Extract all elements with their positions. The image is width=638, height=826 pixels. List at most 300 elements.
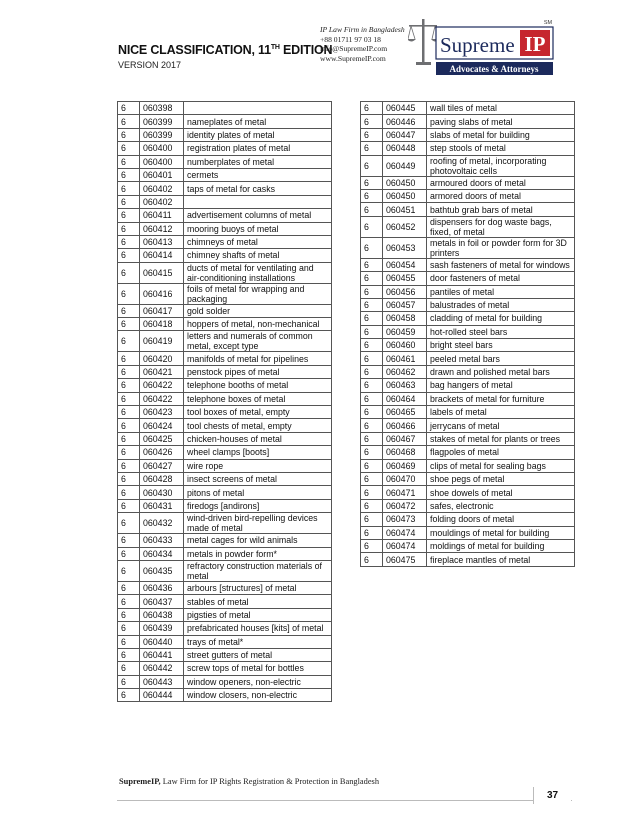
- class-number-cell: 6: [118, 581, 140, 594]
- table-row: [118, 689, 332, 702]
- table-row: [361, 365, 575, 378]
- class-number-cell: 6: [118, 142, 140, 155]
- goods-description-cell: tool boxes of metal, empty: [184, 406, 332, 419]
- basic-number-cell: 060420: [140, 352, 184, 365]
- basic-number-cell: 060456: [383, 285, 427, 298]
- title-prefix: NICE CLASSIFICATION, 11: [118, 43, 271, 57]
- table-row: [118, 195, 332, 208]
- table-row: [118, 662, 332, 675]
- goods-description-cell: fireplace mantles of metal: [427, 553, 575, 566]
- goods-description-cell: numberplates of metal: [184, 155, 332, 168]
- basic-number-cell: 060433: [140, 534, 184, 547]
- class-number-cell: 6: [118, 155, 140, 168]
- basic-number-cell: 060434: [140, 547, 184, 560]
- table-row: [118, 392, 332, 405]
- table-row: [361, 115, 575, 128]
- class-number-cell: 6: [118, 283, 140, 304]
- table-row: [118, 235, 332, 248]
- class-number-cell: 6: [361, 325, 383, 338]
- table-row: [361, 216, 575, 237]
- table-row: [361, 499, 575, 512]
- class-number-cell: 6: [118, 560, 140, 581]
- goods-description-cell: [184, 195, 332, 208]
- table-row: [361, 285, 575, 298]
- goods-description-cell: jerrycans of metal: [427, 419, 575, 432]
- logo-mark: SM: [543, 20, 553, 26]
- left-table-body: [118, 102, 332, 702]
- table-row: [118, 365, 332, 378]
- goods-description-cell: refractory construction materials of metal: [184, 560, 332, 581]
- class-number-cell: 6: [361, 285, 383, 298]
- goods-description-cell: telephone boxes of metal: [184, 392, 332, 405]
- basic-number-cell: 060458: [383, 312, 427, 325]
- basic-number-cell: 060423: [140, 406, 184, 419]
- class-number-cell: 6: [361, 446, 383, 459]
- table-row: [118, 499, 332, 512]
- class-number-cell: 6: [361, 142, 383, 155]
- goods-description-cell: advertisement columns of metal: [184, 209, 332, 222]
- basic-number-cell: 060430: [140, 486, 184, 499]
- logo-brand-left: Supreme: [440, 33, 515, 57]
- table-row: [361, 237, 575, 258]
- goods-description-cell: wheel clamps [boots]: [184, 446, 332, 459]
- basic-number-cell: 060425: [140, 432, 184, 445]
- class-number-cell: 6: [361, 486, 383, 499]
- basic-number-cell: 060399: [140, 128, 184, 141]
- class-number-cell: 6: [361, 526, 383, 539]
- goods-description-cell: chimney shafts of metal: [184, 249, 332, 262]
- goods-description-cell: penstock pipes of metal: [184, 365, 332, 378]
- table-row: [361, 379, 575, 392]
- table-row: [118, 648, 332, 661]
- footer-text: [119, 777, 379, 786]
- contact-phone: +88 01711 97 03 18: [320, 34, 381, 44]
- goods-description-cell: letters and numerals of common metal, except type: [184, 331, 332, 352]
- title-suffix: EDITION: [279, 43, 333, 57]
- table-row: [361, 459, 575, 472]
- goods-description-cell: pantiles of metal: [427, 285, 575, 298]
- goods-description-cell: metals in foil or powder form for 3D printers: [427, 237, 575, 258]
- basic-number-cell: 060450: [383, 176, 427, 189]
- basic-number-cell: 060445: [383, 102, 427, 115]
- class-number-cell: 6: [118, 432, 140, 445]
- logo-brand-right: IP: [524, 32, 546, 56]
- basic-number-cell: 060437: [140, 595, 184, 608]
- class-number-cell: 6: [361, 189, 383, 202]
- goods-description-cell: safes, electronic: [427, 499, 575, 512]
- basic-number-cell: 060472: [383, 499, 427, 512]
- goods-description-cell: taps of metal for casks: [184, 182, 332, 195]
- class-number-cell: 6: [118, 446, 140, 459]
- goods-description-cell: manifolds of metal for pipelines: [184, 352, 332, 365]
- table-row: [361, 128, 575, 141]
- table-row: [361, 272, 575, 285]
- goods-description-cell: brackets of metal for furniture: [427, 392, 575, 405]
- basic-number-cell: 060463: [383, 379, 427, 392]
- table-row: [361, 352, 575, 365]
- basic-number-cell: 060438: [140, 608, 184, 621]
- goods-description-cell: pitons of metal: [184, 486, 332, 499]
- basic-number-cell: 060474: [383, 539, 427, 552]
- table-row: [118, 352, 332, 365]
- basic-number-cell: 060426: [140, 446, 184, 459]
- class-number-cell: 6: [118, 608, 140, 621]
- basic-number-cell: 060444: [140, 689, 184, 702]
- goods-description-cell: foils of metal for wrapping and packaging: [184, 283, 332, 304]
- contact-block: [320, 25, 405, 63]
- class-number-cell: 6: [361, 216, 383, 237]
- class-number-cell: 6: [118, 182, 140, 195]
- basic-number-cell: 060417: [140, 304, 184, 317]
- table-row: [118, 419, 332, 432]
- goods-description-cell: metal cages for wild animals: [184, 534, 332, 547]
- basic-number-cell: 060441: [140, 648, 184, 661]
- basic-number-cell: 060464: [383, 392, 427, 405]
- class-number-cell: 6: [118, 689, 140, 702]
- basic-number-cell: 060422: [140, 392, 184, 405]
- basic-number-cell: 060431: [140, 499, 184, 512]
- basic-number-cell: 060447: [383, 128, 427, 141]
- class-number-cell: 6: [118, 547, 140, 560]
- table-row: [361, 406, 575, 419]
- table-row: [361, 258, 575, 271]
- table-row: [118, 142, 332, 155]
- class-number-cell: 6: [361, 392, 383, 405]
- class-number-cell: 6: [361, 339, 383, 352]
- table-row: [118, 547, 332, 560]
- goods-description-cell: cladding of metal for building: [427, 312, 575, 325]
- basic-number-cell: 060475: [383, 553, 427, 566]
- goods-description-cell: wind-driven bird-repelling devices made of metal: [184, 513, 332, 534]
- basic-number-cell: 060471: [383, 486, 427, 499]
- goods-description-cell: slabs of metal for building: [427, 128, 575, 141]
- basic-number-cell: 060440: [140, 635, 184, 648]
- goods-description-cell: ducts of metal for ventilating and air-conditioning installations: [184, 262, 332, 283]
- table-row: [361, 339, 575, 352]
- table-row: [361, 526, 575, 539]
- goods-description-cell: prefabricated houses [kits] of metal: [184, 622, 332, 635]
- goods-description-cell: shoe pegs of metal: [427, 472, 575, 485]
- table-row: [361, 486, 575, 499]
- table-row: [361, 142, 575, 155]
- class-number-cell: 6: [118, 318, 140, 331]
- table-row: [361, 513, 575, 526]
- class-number-cell: 6: [118, 472, 140, 485]
- basic-number-cell: 060467: [383, 432, 427, 445]
- table-row: [361, 102, 575, 115]
- goods-description-cell: peeled metal bars: [427, 352, 575, 365]
- basic-number-cell: 060474: [383, 526, 427, 539]
- goods-description-cell: hot-rolled steel bars: [427, 325, 575, 338]
- right-table-body: [361, 102, 575, 567]
- goods-table-right: [360, 101, 575, 567]
- goods-description-cell: wire rope: [184, 459, 332, 472]
- goods-description-cell: bright steel bars: [427, 339, 575, 352]
- class-number-cell: 6: [118, 406, 140, 419]
- goods-description-cell: gold solder: [184, 304, 332, 317]
- table-row: [118, 635, 332, 648]
- goods-description-cell: firedogs [andirons]: [184, 499, 332, 512]
- goods-description-cell: drawn and polished metal bars: [427, 365, 575, 378]
- scales-of-justice-icon: [408, 19, 440, 65]
- table-row: [118, 608, 332, 621]
- table-row: [118, 622, 332, 635]
- class-number-cell: 6: [361, 513, 383, 526]
- goods-description-cell: flagpoles of metal: [427, 446, 575, 459]
- basic-number-cell: 060411: [140, 209, 184, 222]
- basic-number-cell: 060470: [383, 472, 427, 485]
- goods-description-cell: balustrades of metal: [427, 298, 575, 311]
- class-number-cell: 6: [118, 595, 140, 608]
- class-number-cell: 6: [361, 115, 383, 128]
- goods-description-cell: street gutters of metal: [184, 648, 332, 661]
- basic-number-cell: 060457: [383, 298, 427, 311]
- table-row: [118, 182, 332, 195]
- class-number-cell: 6: [118, 419, 140, 432]
- basic-number-cell: 060452: [383, 216, 427, 237]
- class-number-cell: 6: [118, 622, 140, 635]
- class-number-cell: 6: [361, 298, 383, 311]
- class-number-cell: 6: [118, 102, 140, 115]
- class-number-cell: 6: [118, 486, 140, 499]
- table-row: [118, 446, 332, 459]
- table-row: [118, 102, 332, 115]
- class-number-cell: 6: [361, 379, 383, 392]
- class-number-cell: 6: [361, 432, 383, 445]
- table-row: [361, 446, 575, 459]
- class-number-cell: 6: [118, 534, 140, 547]
- table-row: [361, 155, 575, 176]
- basic-number-cell: 060427: [140, 459, 184, 472]
- table-row: [118, 459, 332, 472]
- class-number-cell: 6: [361, 272, 383, 285]
- goods-description-cell: wall tiles of metal: [427, 102, 575, 115]
- basic-number-cell: 060402: [140, 182, 184, 195]
- basic-number-cell: 060449: [383, 155, 427, 176]
- basic-number-cell: 060448: [383, 142, 427, 155]
- class-number-cell: 6: [361, 459, 383, 472]
- class-number-cell: 6: [361, 102, 383, 115]
- class-number-cell: 6: [361, 406, 383, 419]
- goods-description-cell: roofing of metal, incorporating photovoltaic cells: [427, 155, 575, 176]
- basic-number-cell: 060451: [383, 203, 427, 216]
- goods-description-cell: armored doors of metal: [427, 189, 575, 202]
- basic-number-cell: 060468: [383, 446, 427, 459]
- goods-description-cell: arbours [structures] of metal: [184, 581, 332, 594]
- class-number-cell: 6: [361, 258, 383, 271]
- basic-number-cell: 060398: [140, 102, 184, 115]
- basic-number-cell: 060439: [140, 622, 184, 635]
- class-number-cell: 6: [118, 304, 140, 317]
- basic-number-cell: 060402: [140, 195, 184, 208]
- basic-number-cell: 060421: [140, 365, 184, 378]
- class-number-cell: 6: [361, 539, 383, 552]
- table-row: [361, 553, 575, 566]
- basic-number-cell: 060401: [140, 168, 184, 181]
- table-row: [118, 486, 332, 499]
- class-number-cell: 6: [118, 513, 140, 534]
- footer-description: Law Firm for IP Rights Registration & Protection in Bangladesh: [160, 777, 380, 786]
- goods-description-cell: telephone booths of metal: [184, 379, 332, 392]
- table-row: [361, 472, 575, 485]
- goods-description-cell: clips of metal for sealing bags: [427, 459, 575, 472]
- table-row: [118, 209, 332, 222]
- goods-description-cell: window openers, non-electric: [184, 675, 332, 688]
- class-number-cell: 6: [118, 379, 140, 392]
- class-number-cell: 6: [118, 635, 140, 648]
- class-number-cell: 6: [118, 675, 140, 688]
- table-row: [118, 128, 332, 141]
- basic-number-cell: 060455: [383, 272, 427, 285]
- footer-brand: SupremeIP,: [119, 777, 161, 786]
- goods-description-cell: registration plates of metal: [184, 142, 332, 155]
- class-number-cell: 6: [361, 237, 383, 258]
- goods-description-cell: nameplates of metal: [184, 115, 332, 128]
- footer-divider: [117, 800, 572, 801]
- table-row: [118, 318, 332, 331]
- table-row: [361, 176, 575, 189]
- table-row: [361, 312, 575, 325]
- goods-description-cell: shoe dowels of metal: [427, 486, 575, 499]
- basic-number-cell: 060443: [140, 675, 184, 688]
- class-number-cell: 6: [118, 392, 140, 405]
- basic-number-cell: 060428: [140, 472, 184, 485]
- basic-number-cell: 060415: [140, 262, 184, 283]
- class-number-cell: 6: [118, 168, 140, 181]
- basic-number-cell: 060400: [140, 142, 184, 155]
- goods-description-cell: mouldings of metal for building: [427, 526, 575, 539]
- class-number-cell: 6: [361, 203, 383, 216]
- class-number-cell: 6: [118, 209, 140, 222]
- goods-table-left: [117, 101, 332, 702]
- goods-description-cell: identity plates of metal: [184, 128, 332, 141]
- class-number-cell: 6: [361, 128, 383, 141]
- goods-description-cell: [184, 102, 332, 115]
- basic-number-cell: 060418: [140, 318, 184, 331]
- table-row: [118, 304, 332, 317]
- goods-description-cell: stables of metal: [184, 595, 332, 608]
- class-number-cell: 6: [118, 128, 140, 141]
- basic-number-cell: 060454: [383, 258, 427, 271]
- goods-description-cell: window closers, non-electric: [184, 689, 332, 702]
- table-row: [361, 392, 575, 405]
- class-number-cell: 6: [118, 499, 140, 512]
- basic-number-cell: 060422: [140, 379, 184, 392]
- basic-number-cell: 060446: [383, 115, 427, 128]
- table-row: [118, 262, 332, 283]
- class-number-cell: 6: [361, 352, 383, 365]
- basic-number-cell: 060435: [140, 560, 184, 581]
- class-number-cell: 6: [118, 648, 140, 661]
- goods-description-cell: hoppers of metal, non-mechanical: [184, 318, 332, 331]
- basic-number-cell: 060473: [383, 513, 427, 526]
- basic-number-cell: 060432: [140, 513, 184, 534]
- class-number-cell: 6: [118, 249, 140, 262]
- goods-description-cell: screw tops of metal for bottles: [184, 662, 332, 675]
- table-row: [118, 222, 332, 235]
- basic-number-cell: 060436: [140, 581, 184, 594]
- class-number-cell: 6: [118, 222, 140, 235]
- document-version: VERSION 2017: [118, 60, 182, 70]
- table-row: [361, 203, 575, 216]
- goods-description-cell: labels of metal: [427, 406, 575, 419]
- class-number-cell: 6: [361, 312, 383, 325]
- class-number-cell: 6: [361, 499, 383, 512]
- class-number-cell: 6: [118, 115, 140, 128]
- class-number-cell: 6: [361, 419, 383, 432]
- table-row: [118, 406, 332, 419]
- document-title: [118, 43, 332, 57]
- class-number-cell: 6: [118, 365, 140, 378]
- class-number-cell: 6: [118, 195, 140, 208]
- goods-description-cell: armoured doors of metal: [427, 176, 575, 189]
- basic-number-cell: 060424: [140, 419, 184, 432]
- goods-description-cell: door fasteners of metal: [427, 272, 575, 285]
- table-row: [118, 513, 332, 534]
- logo-tagline: Advocates & Attorneys: [449, 64, 539, 74]
- basic-number-cell: 060459: [383, 325, 427, 338]
- table-row: [118, 379, 332, 392]
- goods-description-cell: step stools of metal: [427, 142, 575, 155]
- table-row: [118, 331, 332, 352]
- basic-number-cell: 060460: [383, 339, 427, 352]
- goods-description-cell: moldings of metal for building: [427, 539, 575, 552]
- goods-description-cell: folding doors of metal: [427, 513, 575, 526]
- basic-number-cell: 060413: [140, 235, 184, 248]
- basic-number-cell: 060469: [383, 459, 427, 472]
- class-number-cell: 6: [118, 662, 140, 675]
- table-row: [118, 560, 332, 581]
- class-number-cell: 6: [118, 459, 140, 472]
- goods-description-cell: chicken-houses of metal: [184, 432, 332, 445]
- basic-number-cell: 060450: [383, 189, 427, 202]
- basic-number-cell: 060414: [140, 249, 184, 262]
- contact-email: info@SupremeIP.com: [320, 44, 388, 54]
- basic-number-cell: 060412: [140, 222, 184, 235]
- table-row: [118, 155, 332, 168]
- table-row: [361, 539, 575, 552]
- goods-description-cell: insect screens of metal: [184, 472, 332, 485]
- basic-number-cell: 060453: [383, 237, 427, 258]
- table-row: [118, 534, 332, 547]
- table-row: [361, 432, 575, 445]
- class-number-cell: 6: [361, 155, 383, 176]
- basic-number-cell: 060419: [140, 331, 184, 352]
- class-number-cell: 6: [361, 176, 383, 189]
- table-row: [361, 325, 575, 338]
- goods-description-cell: paving slabs of metal: [427, 115, 575, 128]
- basic-number-cell: 060461: [383, 352, 427, 365]
- title-superscript: TH: [270, 44, 280, 51]
- supremeip-logo: [408, 15, 556, 81]
- class-number-cell: 6: [118, 262, 140, 283]
- class-number-cell: 6: [118, 352, 140, 365]
- basic-number-cell: 060400: [140, 155, 184, 168]
- class-number-cell: 6: [361, 365, 383, 378]
- table-row: [118, 595, 332, 608]
- contact-tagline: IP Law Firm in Bangladesh: [320, 25, 405, 34]
- goods-description-cell: tool chests of metal, empty: [184, 419, 332, 432]
- table-row: [118, 432, 332, 445]
- goods-description-cell: metals in powder form*: [184, 547, 332, 560]
- table-row: [361, 189, 575, 202]
- page-number: 37: [533, 787, 571, 804]
- table-row: [118, 675, 332, 688]
- goods-description-cell: cermets: [184, 168, 332, 181]
- table-row: [118, 581, 332, 594]
- goods-description-cell: trays of metal*: [184, 635, 332, 648]
- basic-number-cell: 060442: [140, 662, 184, 675]
